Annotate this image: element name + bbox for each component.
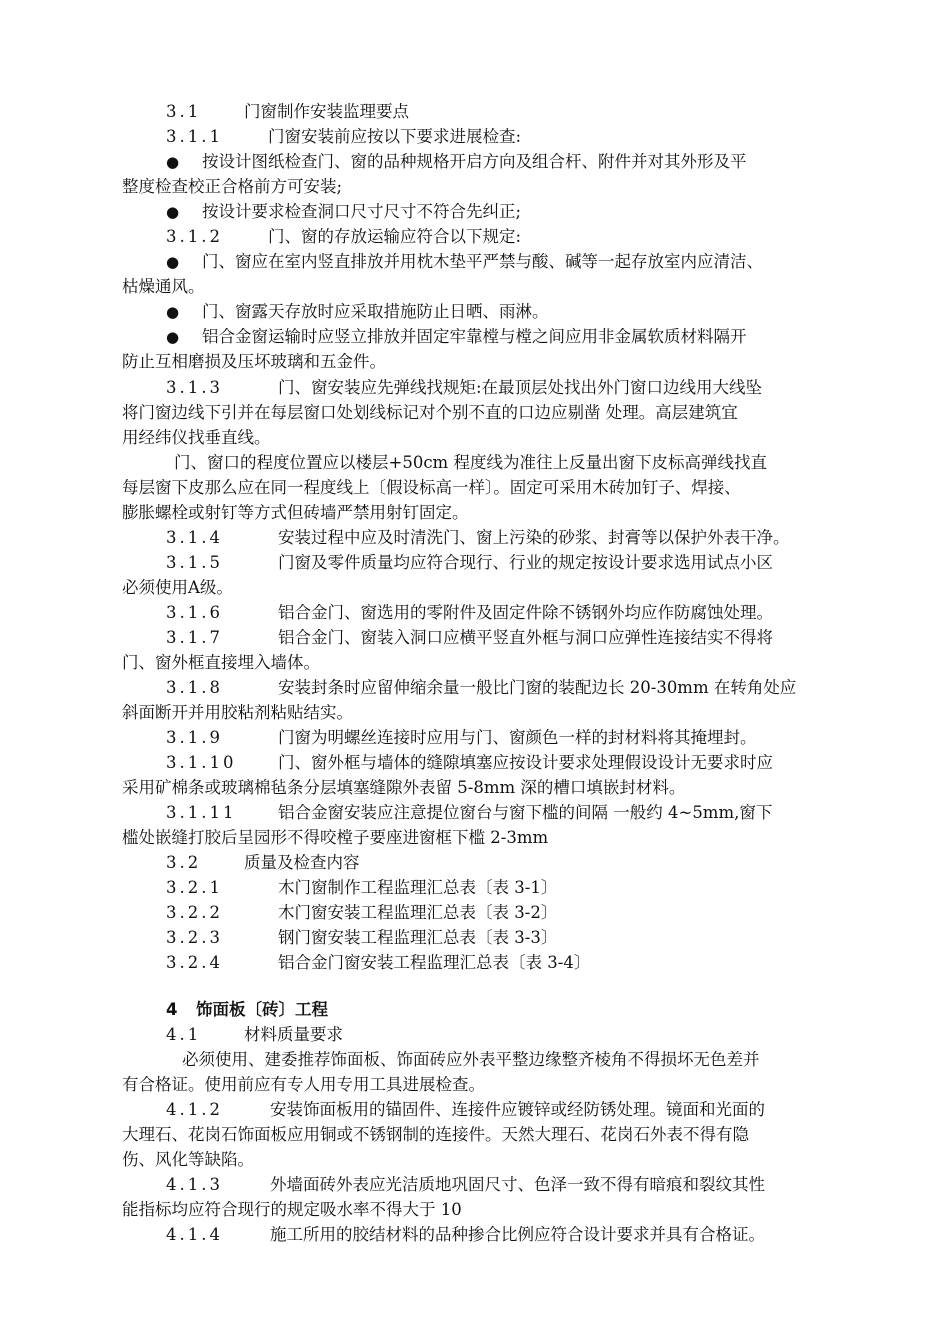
clause-4-1-4 bbox=[122, 1222, 852, 1247]
line-text: 有合格证。使用前应有专人用专用工具进展检查。 bbox=[122, 1075, 485, 1094]
paragraph-line bbox=[122, 1197, 852, 1222]
paragraph-line bbox=[122, 1147, 852, 1172]
clause-text: 门、窗的存放运输应符合以下规定: bbox=[268, 227, 522, 246]
paragraph-line bbox=[122, 274, 852, 299]
clause-number: 3.2.4 bbox=[166, 953, 223, 972]
bullet-item bbox=[122, 249, 852, 274]
line-text: 能指标均应符合现行的规定吸水率不得大于 10 bbox=[122, 1200, 462, 1219]
paragraph-line bbox=[122, 575, 852, 600]
clause-text: 质量及检查内容 bbox=[244, 853, 360, 872]
clause-number: 3.1.8 bbox=[166, 678, 223, 697]
line-text: 将门窗边线下引并在每层窗口处划线标记对个别不直的口边应剔凿 处理。高层建筑宜 bbox=[122, 403, 738, 422]
clause-number: 3.1.4 bbox=[166, 528, 223, 547]
bullet-item bbox=[122, 149, 852, 174]
clause-text: 安装过程中应及时清洗门、窗上污染的砂浆、封膏等以保护外表干净。 bbox=[278, 528, 790, 547]
clause-number: 4.1 bbox=[166, 1025, 202, 1044]
clause-number: 3.1.3 bbox=[166, 378, 223, 397]
clause-3-1-1 bbox=[122, 124, 852, 149]
clause-number: 3.2.1 bbox=[166, 878, 223, 897]
bullet-item bbox=[122, 299, 852, 324]
paragraph-line bbox=[122, 650, 852, 675]
clause-3-1-4 bbox=[122, 525, 852, 550]
clause-text: 门、窗安装应先弹线找规矩:在最顶层处找出外门窗口边线用大线坠 bbox=[278, 378, 763, 397]
line-text: 必须使用、建委推荐饰面板、饰面砖应外表平整边缘整齐棱角不得损坏无色差并 bbox=[182, 1050, 760, 1069]
clause-text: 门窗为明螺丝连接时应用与门、窗颜色一样的封材料将其掩埋封。 bbox=[278, 728, 757, 747]
clause-text: 安装封条时应留伸缩余量一般比门窗的装配边长 20-30mm 在转角处应 bbox=[278, 678, 797, 697]
line-text: 用经纬仪找垂直线。 bbox=[122, 428, 271, 447]
bullet-icon: ● bbox=[166, 203, 180, 221]
clause-text: 门、窗外框与墙体的缝隙填塞应按设计要求处理假设设计无要求时应 bbox=[278, 753, 773, 772]
clause-3-1-7 bbox=[122, 625, 852, 650]
line-text: 膨胀螺栓或射钉等方式但砖墙严禁用射钉固定。 bbox=[122, 503, 469, 522]
section-heading-4-1 bbox=[122, 1022, 852, 1047]
line-text: 斜面断开并用胶粘剂粘贴结实。 bbox=[122, 703, 353, 722]
clause-number: 3.2.2 bbox=[166, 903, 223, 922]
paragraph-line bbox=[122, 450, 852, 475]
clause-text: 门窗及零件质量均应符合现行、行业的规定按设计要求选用试点小区 bbox=[278, 553, 773, 572]
clause-3-1-9 bbox=[122, 725, 852, 750]
clause-number: 3.1 bbox=[166, 102, 202, 121]
clause-text: 安装饰面板用的锚固件、连接件应镀锌或经防锈处理。镜面和光面的 bbox=[270, 1100, 765, 1119]
paragraph-line bbox=[122, 500, 852, 525]
paragraph-line bbox=[122, 825, 852, 850]
clause-3-1-10 bbox=[122, 750, 852, 775]
line-text: 大理石、花岗石饰面板应用铜或不锈钢制的连接件。天然大理石、花岗石外表不得有隐 bbox=[122, 1125, 749, 1144]
paragraph-line bbox=[122, 425, 852, 450]
paragraph-line bbox=[122, 174, 852, 199]
section-heading-3-2 bbox=[122, 850, 852, 875]
paragraph-line bbox=[122, 1072, 852, 1097]
clause-number: 3.1.5 bbox=[166, 553, 223, 572]
clause-number: 3.1.11 bbox=[166, 803, 237, 822]
clause-number: 4.1.4 bbox=[166, 1225, 223, 1244]
line-text: 槛处嵌缝打胶后呈园形不得咬樘子要座进窗框下槛 2-3mm bbox=[122, 828, 549, 847]
bullet-icon: ● bbox=[166, 303, 180, 321]
clause-text: 外墙面砖外表应光洁质地巩固尺寸、色泽一致不得有暗痕和裂纹其性 bbox=[270, 1175, 765, 1194]
clause-text: 铝合金门、窗装入洞口应横平竖直外框与洞口应弹性连接结实不得将 bbox=[278, 628, 773, 647]
line-text: 枯燥通风。 bbox=[122, 277, 205, 296]
clause-4-1-2 bbox=[122, 1097, 852, 1122]
paragraph-line bbox=[122, 700, 852, 725]
line-text: 整度检查校正合格前方可安装; bbox=[122, 177, 343, 196]
clause-number: 3.1.2 bbox=[166, 227, 223, 246]
chapter-title: 饰面板〔砖〕工程 bbox=[196, 1000, 328, 1019]
clause-3-1-11 bbox=[122, 800, 852, 825]
section-heading-3-1 bbox=[122, 99, 852, 124]
clause-number: 3.1.9 bbox=[166, 728, 223, 747]
paragraph-line bbox=[122, 475, 852, 500]
bullet-text: 按设计图纸检查门、窗的品种规格开启方向及组合杆、附件并对其外形及平 bbox=[202, 152, 747, 171]
clause-number: 4.1.2 bbox=[166, 1100, 223, 1119]
paragraph-line bbox=[122, 400, 852, 425]
clause-3-1-8 bbox=[122, 675, 852, 700]
line-text: 必须使用A级。 bbox=[122, 578, 233, 597]
line-text: 门、窗外框直接埋入墙体。 bbox=[122, 653, 320, 672]
line-text: 每层窗下皮那么应在同一程度线上〔假设标高一样〕。固定可采用木砖加钉子、焊接、 bbox=[122, 478, 741, 497]
clause-3-2-4 bbox=[122, 950, 852, 975]
bullet-icon: ● bbox=[166, 328, 180, 346]
clause-text: 铝合金窗安装应注意提位窗台与窗下槛的间隔 一般约 4~5mm,窗下 bbox=[278, 803, 773, 822]
clause-3-1-2 bbox=[122, 224, 852, 249]
line-text: 防止互相磨损及压坏玻璃和五金件。 bbox=[122, 352, 386, 371]
bullet-text: 门、窗应在室内竖直排放并用枕木垫平严禁与酸、碱等一起存放室内应清洁、 bbox=[202, 252, 763, 271]
clause-number: 3.2 bbox=[166, 853, 202, 872]
clause-number: 3.1.10 bbox=[166, 753, 237, 772]
paragraph-line bbox=[122, 349, 852, 374]
clause-3-1-3 bbox=[122, 375, 852, 400]
bullet-text: 铝合金窗运输时应竖立排放并固定牢靠樘与樘之间应用非金属软质材料隔开 bbox=[202, 327, 747, 346]
clause-text: 铝合金门窗安装工程监理汇总表〔表 3-4〕 bbox=[278, 953, 591, 972]
clause-3-1-5 bbox=[122, 550, 852, 575]
clause-text: 门窗制作安装监理要点 bbox=[244, 102, 409, 121]
clause-3-2-1 bbox=[122, 875, 852, 900]
clause-text: 木门窗安装工程监理汇总表〔表 3-2〕 bbox=[278, 903, 558, 922]
clause-3-2-2 bbox=[122, 900, 852, 925]
bullet-item bbox=[122, 324, 852, 349]
clause-3-2-3 bbox=[122, 925, 852, 950]
line-text: 采用矿棉条或玻璃棉毡条分层填塞缝隙外表留 5-8mm 深的槽口填嵌封材料。 bbox=[122, 778, 686, 797]
clause-text: 施工所用的胶结材料的品种掺合比例应符合设计要求并具有合格证。 bbox=[270, 1225, 765, 1244]
bullet-text: 门、窗露天存放时应采取措施防止日晒、雨淋。 bbox=[202, 302, 549, 321]
clause-number: 3.2.3 bbox=[166, 928, 223, 947]
bullet-icon: ● bbox=[166, 153, 180, 171]
clause-number: 3.1.7 bbox=[166, 628, 223, 647]
clause-text: 门窗安装前应按以下要求进展检查: bbox=[268, 127, 522, 146]
paragraph-line bbox=[122, 1047, 852, 1072]
bullet-icon: ● bbox=[166, 253, 180, 271]
clause-number: 3.1.6 bbox=[166, 603, 223, 622]
line-text: 伤、风化等缺陷。 bbox=[122, 1150, 254, 1169]
chapter-heading-4 bbox=[122, 997, 852, 1022]
clause-number: 3.1.1 bbox=[166, 127, 223, 146]
paragraph-line bbox=[122, 1122, 852, 1147]
chapter-number: 4 bbox=[166, 1000, 178, 1019]
clause-text: 铝合金门、窗选用的零附件及固定件除不锈钢外均应作防腐蚀处理。 bbox=[278, 603, 773, 622]
line-text: 门、窗口的程度位置应以楼层+50cm 程度线为准往上反量出窗下皮标高弹线找直 bbox=[174, 453, 767, 472]
clause-text: 材料质量要求 bbox=[244, 1025, 343, 1044]
clause-4-1-3 bbox=[122, 1172, 852, 1197]
paragraph-line bbox=[122, 775, 852, 800]
clause-3-1-6 bbox=[122, 600, 852, 625]
bullet-text: 按设计要求检查洞口尺寸尺寸不符合先纠正; bbox=[202, 202, 522, 221]
clause-text: 钢门窗安装工程监理汇总表〔表 3-3〕 bbox=[278, 928, 558, 947]
clause-text: 木门窗制作工程监理汇总表〔表 3-1〕 bbox=[278, 878, 558, 897]
clause-number: 4.1.3 bbox=[166, 1175, 223, 1194]
bullet-item bbox=[122, 199, 852, 224]
